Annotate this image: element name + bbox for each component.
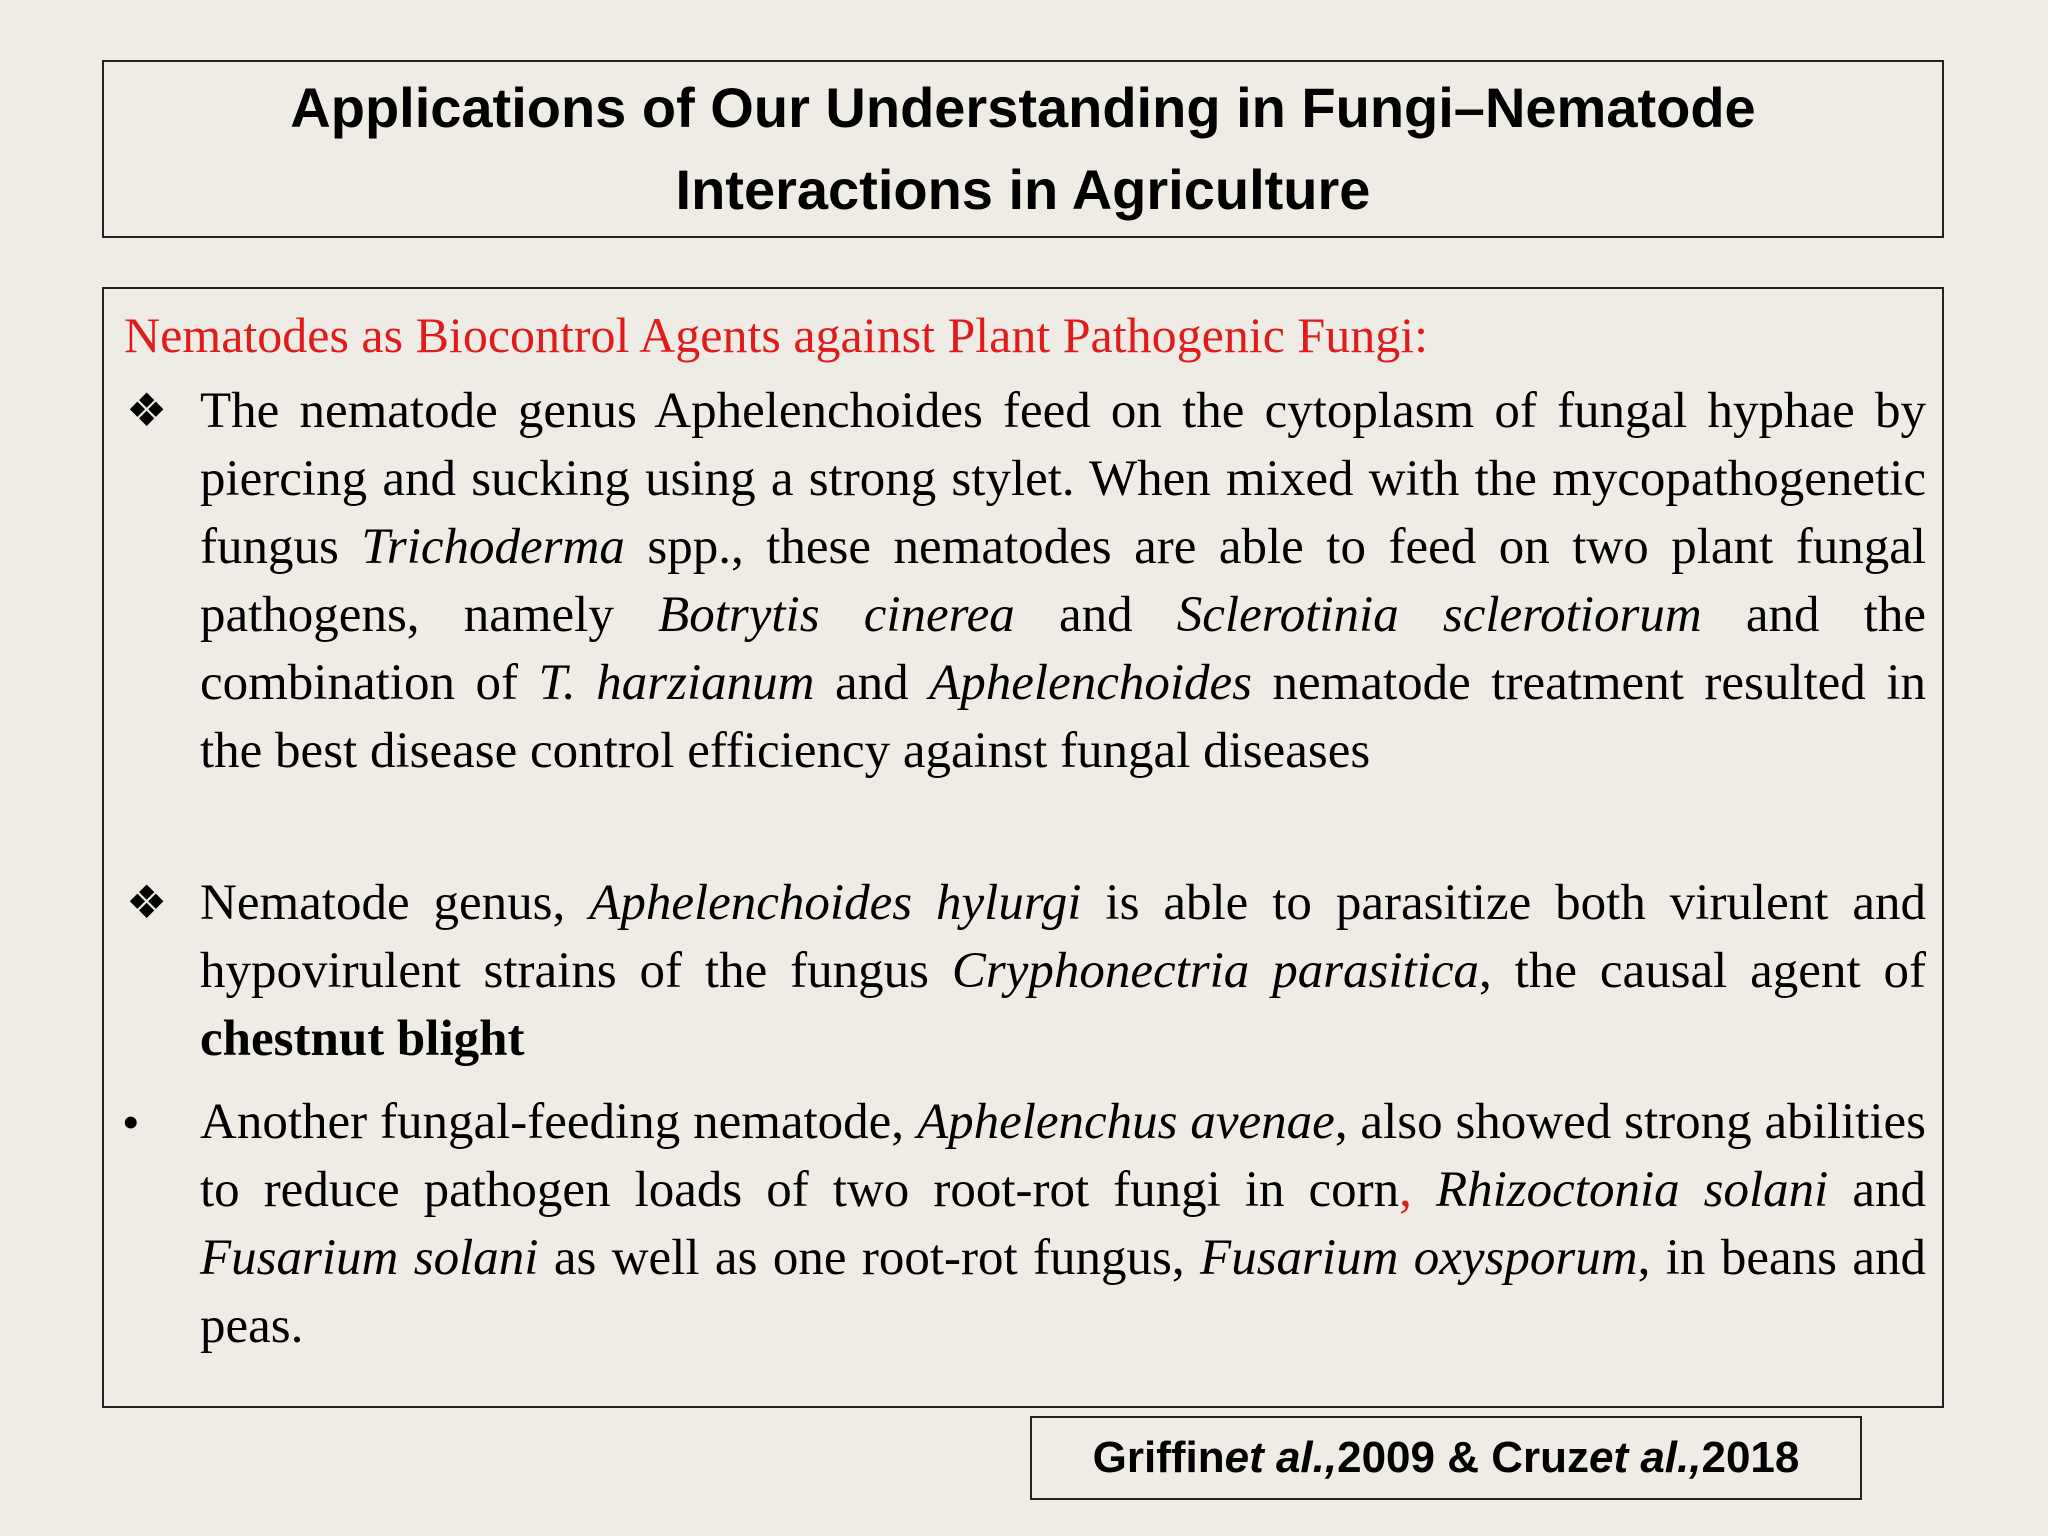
text-segment: Griffin xyxy=(1092,1433,1225,1482)
content-box xyxy=(102,287,1944,1408)
bullet-text-1 xyxy=(200,377,1926,785)
italic-text: T. harzianum xyxy=(538,655,815,711)
italic-text: Fusarium solani xyxy=(200,1230,539,1286)
text-segment: , xyxy=(1399,1162,1412,1218)
italic-text: et al., xyxy=(1588,1433,1702,1482)
text-segment xyxy=(1412,1162,1436,1218)
bullet-text-2 xyxy=(200,869,1926,1073)
text-segment: 2018 xyxy=(1701,1433,1800,1482)
italic-text: et al., xyxy=(1224,1433,1338,1482)
text-segment: 2009 & Cruz xyxy=(1337,1433,1589,1482)
text-segment: spp., these nematodes are able to feed on two plant fungal pathogens, namely xyxy=(200,519,1926,643)
italic-text: Aphelenchoides hylurgi xyxy=(589,875,1082,931)
slide-title-line-2: Interactions in Agriculture xyxy=(675,158,1371,221)
italic-text: Sclerotinia sclerotiorum xyxy=(1176,587,1702,643)
text-segment: and the combination of xyxy=(200,587,1926,711)
italic-text: Aphelenchoides xyxy=(929,655,1253,711)
bullet-text-3 xyxy=(200,1088,1926,1360)
text-segment: , also showed strong abilities to reduce pathogen loads of two root-rot fungi in corn xyxy=(200,1094,1926,1218)
text-segment: , the causal agent of xyxy=(1479,943,1926,999)
text-segment: The nematode genus Aphelenchoides feed on the cytoplasm of fungal hyphae by piercing and sucking using a strong stylet. When mixed with the mycopathogenetic fungus xyxy=(200,383,1926,575)
title-box xyxy=(102,60,1944,238)
italic-text: Aphelenchus avenae xyxy=(916,1094,1335,1150)
text-segment: as well as one root-rot fungus, xyxy=(538,1230,1201,1286)
italic-text: Rhizoctonia solani xyxy=(1435,1162,1829,1218)
text-segment: and xyxy=(1014,587,1177,643)
section-heading: Nematodes as Biocontrol Agents against Plant Pathogenic Fungi: xyxy=(124,307,1429,363)
italic-text: Fusarium oxysporum xyxy=(1200,1230,1638,1286)
diamond-bullet-icon: ❖ xyxy=(126,877,168,928)
citation-box xyxy=(1030,1416,1862,1500)
italic-text: Cryphonectria parasitica xyxy=(951,943,1480,999)
bold-text: chestnut blight xyxy=(200,1011,525,1067)
slide-title-line-1: Applications of Our Understanding in Fungi–Nematode xyxy=(290,76,1756,139)
dot-bullet-icon: • xyxy=(122,1094,140,1150)
text-segment: and xyxy=(1828,1162,1927,1218)
text-segment: , in beans and peas. xyxy=(200,1230,1926,1354)
italic-text: Botrytis cinerea xyxy=(658,587,1015,643)
diamond-bullet-icon: ❖ xyxy=(126,385,168,436)
text-segment: nematode treatment resulted in the best disease control efficiency against fungal diseases xyxy=(200,655,1926,779)
italic-text: Trichoderma xyxy=(361,519,625,575)
text-segment: is able to parasitize both virulent and hypovirulent strains of the fungus xyxy=(200,875,1926,999)
text-segment: Nematode genus, xyxy=(200,875,590,931)
text-segment: and xyxy=(814,655,930,711)
text-segment: Another fungal-feeding nematode, xyxy=(200,1094,917,1150)
